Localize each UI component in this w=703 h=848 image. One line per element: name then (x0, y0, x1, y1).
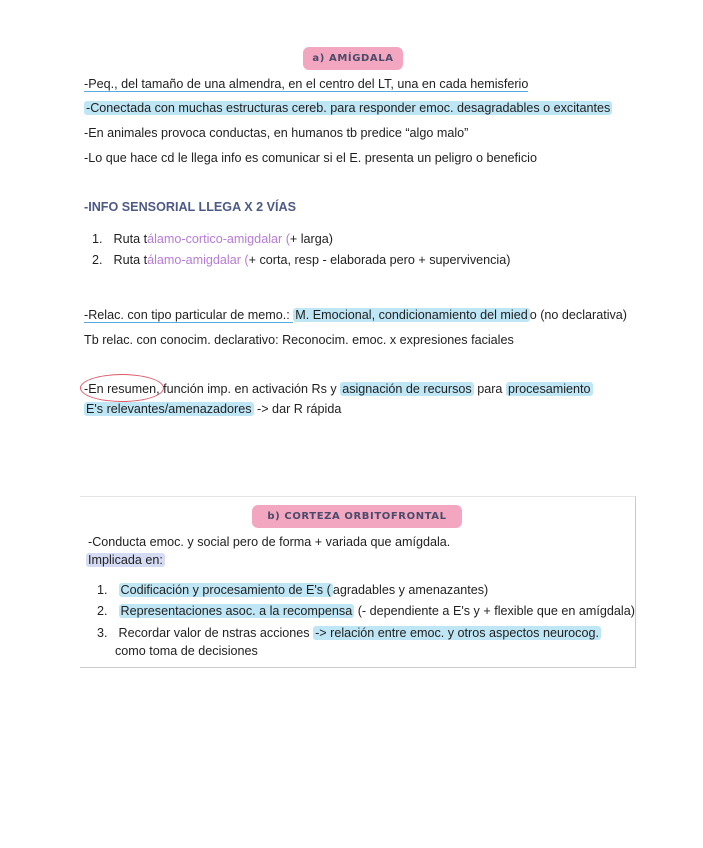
route-item-1 (92, 232, 333, 246)
item-highlight: -> relación entre emoc. y otros aspectos neurocog. (315, 626, 599, 640)
summary-d: para (473, 382, 506, 396)
summary-l2-a: E's relevantes/amenazadores (86, 402, 252, 416)
tb-line (84, 333, 514, 347)
summary-c: asignación de recursos (342, 382, 472, 396)
route-highlight: álamo-cortico-amigdalar ( (147, 232, 290, 246)
section-a-title: a) AMÍGDALA (303, 47, 403, 70)
summary-line-1 (84, 382, 593, 396)
orbitofrontal-item-3-cont (115, 644, 258, 658)
summary-b: y (326, 382, 341, 396)
amigdala-line-3 (84, 126, 468, 140)
item-highlight: Codificación y procesamiento de E's ( (120, 583, 331, 597)
route-highlight: álamo-amigdalar ( (147, 253, 249, 267)
summary-l2-b: -> dar R rápida (253, 402, 342, 416)
section-b-title: b) CORTEZA ORBITOFRONTAL (252, 505, 462, 528)
tb-text: Tb relac. con conocim. declarativo: Reconocim. emoc. x expresiones faciales (84, 333, 514, 347)
route-post: + larga) (289, 232, 333, 246)
amigdala-line-4 (84, 151, 537, 165)
route-pre: Ruta t (113, 253, 148, 267)
route-number: 2. (92, 253, 103, 267)
item-pre: Recordar valor de nstras acciones (118, 626, 314, 640)
item-cont: como toma de decisiones (115, 644, 258, 658)
orbitofrontal-item-3 (97, 626, 601, 640)
item-highlight: Representaciones asoc. a la recompensa (120, 604, 353, 618)
implicada-label (86, 553, 165, 567)
line-text: -Conectada con muchas estructuras cereb. para responder emoc. desagradables o excitantes (86, 101, 611, 115)
orbitofrontal-item-2 (97, 604, 635, 618)
memo-highlight: M. Emocional, condicionamiento del mied (295, 308, 528, 322)
route-item-2 (92, 253, 510, 267)
summary-a: -En resumen, función imp. en activación Rs (84, 382, 327, 396)
memo-line (84, 308, 627, 322)
line-text: -Peq., del tamaño de una almendra, en el centro del LT, una en cada hemisferio (84, 77, 529, 91)
memo-post: o (no declarativa) (529, 308, 628, 322)
line-text: -Conducta emoc. y social pero de forma + variada que amígdala. (88, 535, 451, 549)
amigdala-line-2 (84, 101, 612, 115)
info-sensorial-heading: -INFO SENSORIAL LLEGA X 2 VÍAS (84, 200, 297, 214)
memo-pre: -Relac. con tipo particular de memo.: (84, 308, 294, 322)
summary-e: procesamiento (507, 382, 591, 396)
item-post: agradables y amenazantes) (332, 583, 489, 597)
item-post: (- dependiente a E's y + flexible que en amígdala) (354, 604, 635, 618)
orbitofrontal-item-1 (97, 583, 488, 597)
line-text: -En animales provoca conductas, en humanos tb predice “algo malo” (84, 126, 469, 140)
amigdala-line-1 (84, 77, 528, 91)
line-text: -Lo que hace cd le llega info es comunicar si el E. presenta un peligro o beneficio (84, 151, 537, 165)
implicada-text: Implicada en: (88, 553, 163, 567)
summary-line-2 (84, 402, 341, 416)
item-number: 3. (97, 626, 108, 640)
route-pre: Ruta t (113, 232, 148, 246)
route-number: 1. (92, 232, 103, 246)
item-number: 2. (97, 604, 108, 618)
item-number: 1. (97, 583, 108, 597)
orbitofrontal-line-1 (88, 535, 450, 549)
route-post: + corta, resp - elaborada pero + supervivencia) (248, 253, 511, 267)
